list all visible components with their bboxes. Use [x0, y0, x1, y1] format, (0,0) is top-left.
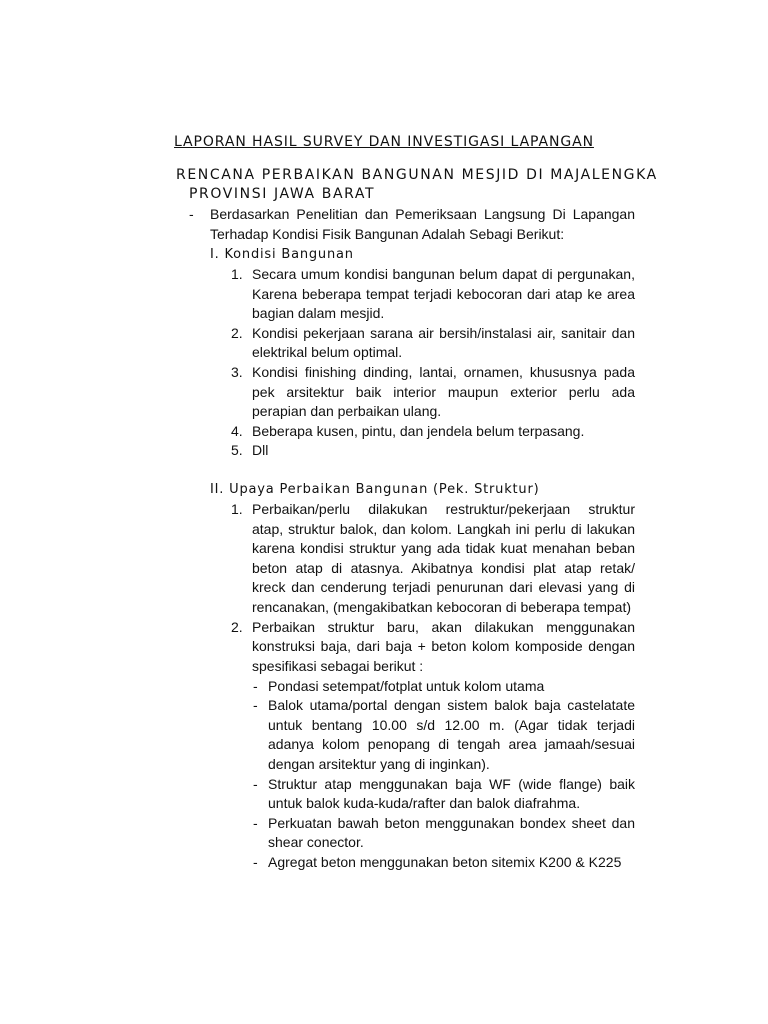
- list-item-line: Kondisi pekerjaan sarana air bersih/instalasi air, sanitair dan: [252, 325, 635, 341]
- item-number: 1.: [231, 501, 243, 517]
- list-item-line: Dll: [252, 442, 269, 458]
- sub-item-line: Agregat beton menggunakan beton sitemix K200 & K225: [268, 854, 622, 870]
- list-item-line: Beberapa kusen, pintu, dan jendela belum terpasang.: [252, 423, 585, 439]
- list-item-line: pek arsitektur baik interior maupun exterior perlu ada: [252, 384, 635, 400]
- list-item-line: Perbaikan/perlu dilakukan restruktur/pekerjaan struktur: [252, 501, 635, 517]
- page-title: LAPORAN HASIL SURVEY DAN INVESTIGASI LAPANGAN: [174, 134, 594, 150]
- item-number: 5.: [231, 442, 243, 458]
- list-item-line: bagian dalam mesjid.: [252, 305, 385, 321]
- sub-item-line: untuk balok kuda-kuda/rafter dan balok diafrahma.: [268, 795, 581, 811]
- sub-bullet: -: [253, 697, 258, 713]
- subtitle-line-1: RENCANA PERBAIKAN BANGUNAN MESJID DI MAJALENGKA: [176, 167, 658, 183]
- sub-bullet: -: [253, 776, 258, 792]
- section-1-heading: I. Kondisi Bangunan: [210, 247, 354, 262]
- sub-item-line: Perkuatan bawah beton menggunakan bondex sheet dan: [268, 815, 635, 831]
- item-number: 2.: [231, 619, 243, 635]
- list-item-line: Karena beberapa tempat terjadi kebocoran dari atap ke area: [252, 286, 635, 302]
- item-number: 3.: [231, 364, 243, 380]
- list-item-line: Perbaikan struktur baru, akan dilakukan menggunakan: [252, 619, 635, 635]
- sub-item-line: Struktur atap menggunakan baja WF (wide flange) baik: [268, 776, 635, 792]
- list-item-line: atap, struktur balok, dan kolom. Langkah ini perlu di lakukan: [252, 521, 635, 537]
- sub-item-line: Balok utama/portal dengan sistem balok baja castelatate: [268, 697, 635, 713]
- sub-item-line: Pondasi setempat/fotplat untuk kolom utama: [268, 678, 545, 694]
- list-item-line: Secara umum kondisi bangunan belum dapat di pergunakan,: [252, 266, 635, 282]
- list-item-line: rencanakan, (mengakibatkan kebocoran di beberapa tempat): [252, 599, 632, 615]
- list-item-line: beton atap di atasnya. Akibatnya kondisi plat atap retak/: [252, 560, 635, 576]
- list-item-line: konstruksi baja, dari baja + beton kolom komposide dengan: [252, 638, 635, 654]
- list-item-line: Kondisi finishing dinding, lantai, ornamen, khususnya pada: [252, 364, 635, 380]
- sub-item-line: shear conector.: [268, 834, 364, 850]
- sub-item-line: adanya kolom penopang di tengah area jamaah/sesuai: [268, 736, 635, 752]
- item-number: 2.: [231, 325, 243, 341]
- sub-bullet: -: [253, 854, 258, 870]
- section-2-heading: II. Upaya Perbaikan Bangunan (Pek. Struktur): [210, 482, 540, 497]
- list-item-line: spesifikasi sebagai berikut :: [252, 658, 424, 674]
- sub-bullet: -: [253, 815, 258, 831]
- intro-line-1: Berdasarkan Penelitian dan Pemeriksaan Langsung Di Lapangan: [210, 206, 635, 222]
- sub-bullet: -: [253, 678, 258, 694]
- list-item-line: perapian dan perbaikan ulang.: [252, 403, 442, 419]
- intro-bullet: -: [189, 206, 194, 222]
- list-item-line: kreck dan cenderung terjadi penurunan dari elevasi yang di: [252, 579, 635, 595]
- item-number: 4.: [231, 423, 243, 439]
- list-item-line: karena kondisi struktur yang ada tidak kuat menahan beban: [252, 540, 635, 556]
- list-item-line: elektrikal belum optimal.: [252, 344, 403, 360]
- sub-item-line: untuk bentang 10.00 s/d 12.00 m. (Agar tidak terjadi: [268, 717, 635, 733]
- intro-line-2: Terhadap Kondisi Fisik Bangunan Adalah Sebagi Berikut:: [210, 226, 565, 242]
- sub-item-line: dengan arsitektur yang di inginkan).: [268, 756, 490, 772]
- item-number: 1.: [231, 266, 243, 282]
- subtitle-line-2: PROVINSI JAWA BARAT: [189, 186, 376, 202]
